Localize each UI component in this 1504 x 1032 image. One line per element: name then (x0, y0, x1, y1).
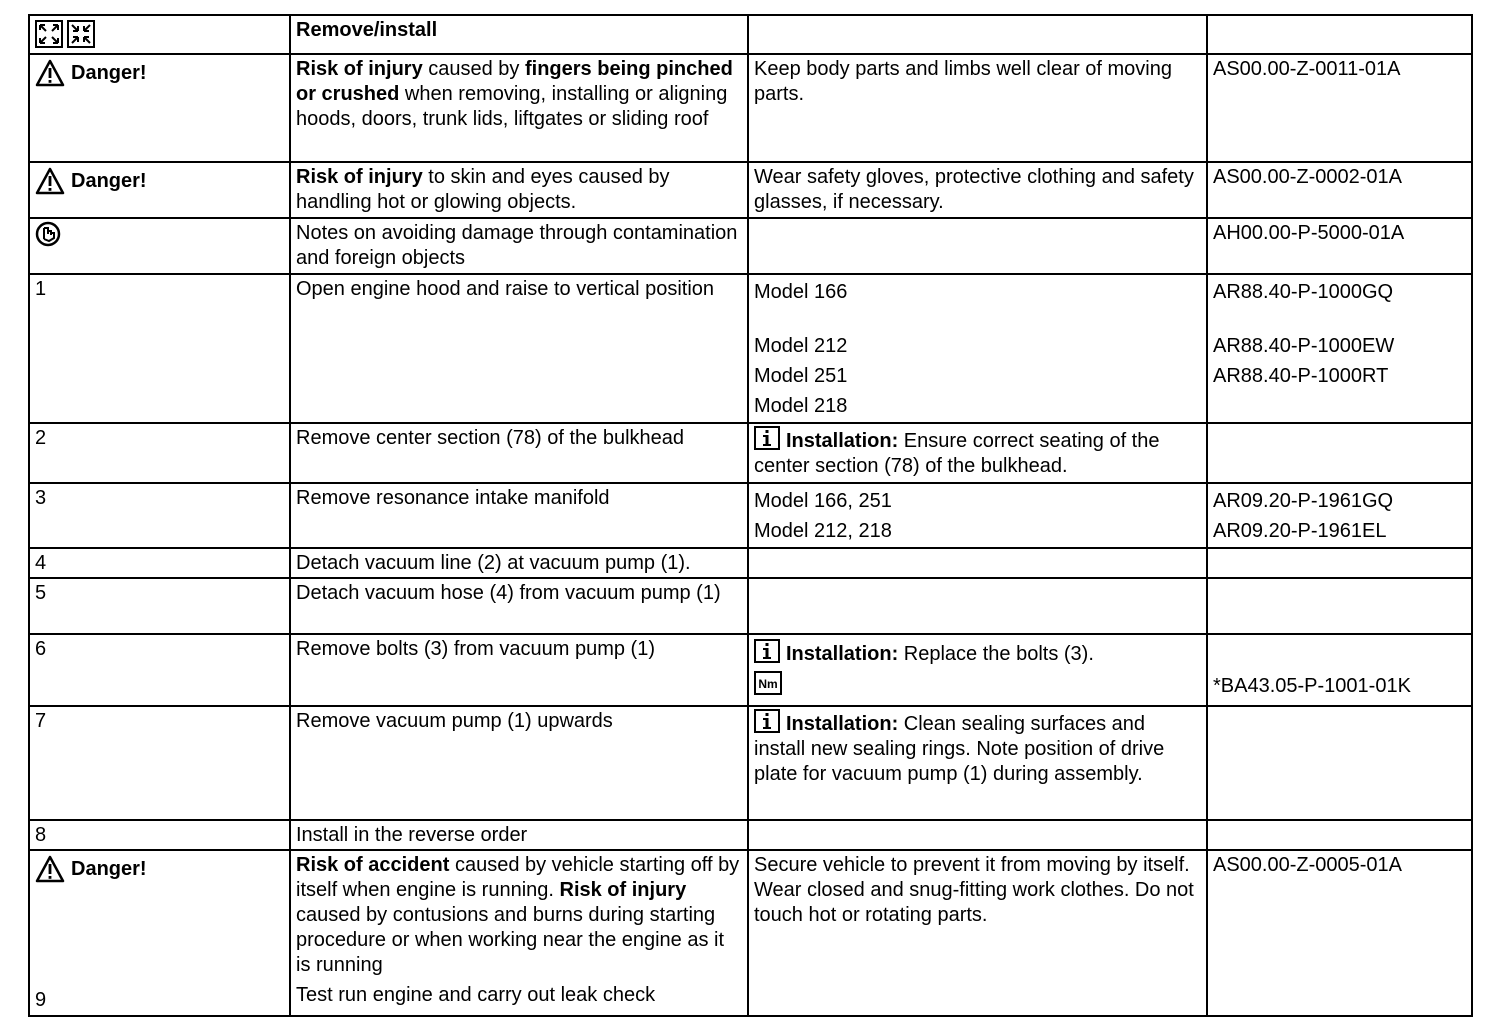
model-list (748, 274, 1207, 423)
step-number: 9 (35, 989, 47, 1011)
model-list (748, 483, 1207, 548)
step-text: Remove vacuum pump (1) upwards (290, 706, 748, 820)
step-number: 4 (29, 548, 290, 578)
empty-cell (1207, 15, 1472, 54)
model-item: Model 166, 251 (754, 490, 892, 512)
table-row (29, 634, 1472, 706)
table-row (29, 15, 1472, 54)
step-text: Remove bolts (3) from vacuum pump (1) (290, 634, 748, 706)
reference-link[interactable]: AR88.40-P-1000RT (1213, 365, 1389, 387)
table-row (29, 218, 1472, 274)
warning-triangle-icon (35, 167, 65, 195)
empty-cell (748, 820, 1207, 850)
step-number: 6 (29, 634, 290, 706)
reference-link[interactable]: AR09.20-P-1961GQ (1213, 490, 1394, 512)
installation-note: Installation: Clean sealing surfaces and install new sealing rings. Note position of drive plate for vacuum pump (1) during assembly. (748, 706, 1207, 820)
table-row (29, 820, 1472, 850)
empty-cell (1207, 706, 1472, 820)
expand-icon[interactable] (35, 20, 63, 48)
reference-list (1207, 483, 1472, 548)
installation-note: Installation: Replace the bolts (3). Nm (748, 634, 1207, 706)
danger-label: Danger! (71, 61, 147, 84)
action-text: Secure vehicle to prevent it from moving by itself. Wear closed and snug-fitting work clothes. Do not touch hot or rotating parts. (748, 850, 1207, 1016)
step-text: Install in the reverse order (290, 820, 748, 850)
reference-cell (1207, 634, 1472, 706)
step-number: 8 (29, 820, 290, 850)
table-row (29, 162, 1472, 218)
table-row (29, 483, 1472, 548)
empty-cell (748, 218, 1207, 274)
reference-link[interactable]: AR09.20-P-1961EL (1213, 520, 1387, 542)
danger-label-cell (29, 850, 290, 1016)
table-row (29, 423, 1472, 483)
step-text: Remove center section (78) of the bulkhead (290, 423, 748, 483)
step-number: 2 (29, 423, 290, 483)
table-row (29, 274, 1472, 423)
step-number: 1 (29, 274, 290, 423)
installation-note: Installation: Ensure correct seating of the center section (78) of the bulkhead. (748, 423, 1207, 483)
table-row (29, 706, 1472, 820)
reference-link[interactable]: *BA43.05-P-1001-01K (1213, 675, 1411, 697)
reference-link[interactable]: AS00.00-Z-0002-01A (1207, 162, 1472, 218)
collapse-icon[interactable] (67, 20, 95, 48)
empty-cell (1207, 820, 1472, 850)
header-icons-cell (29, 15, 290, 54)
reference-link[interactable]: AR88.40-P-1000GQ (1213, 281, 1394, 303)
info-icon (754, 709, 780, 733)
step-number: 7 (29, 706, 290, 820)
step-text: Open engine hood and raise to vertical position (290, 274, 748, 423)
warning-triangle-icon (35, 855, 65, 883)
model-item: Model 218 (754, 395, 848, 417)
empty-cell (1207, 578, 1472, 634)
reference-link[interactable]: AS00.00-Z-0005-01A (1207, 850, 1472, 1016)
reference-list (1207, 274, 1472, 423)
empty-cell (1207, 548, 1472, 578)
reference-link[interactable]: AH00.00-P-5000-01A (1207, 218, 1472, 274)
danger-label-cell (29, 54, 290, 162)
step-text: Detach vacuum line (2) at vacuum pump (1). (290, 548, 748, 578)
table-row (29, 578, 1472, 634)
table-row (29, 548, 1472, 578)
risk-description: Risk of injury caused by fingers being pinched or crushed when removing, installing or aligning hoods, doors, trunk lids, liftgates or sliding roof (290, 54, 748, 162)
reference-link[interactable]: AS00.00-Z-0011-01A (1207, 54, 1472, 162)
action-text: Keep body parts and limbs well clear of moving parts. (748, 54, 1207, 162)
empty-cell (1207, 423, 1472, 483)
step-text: Detach vacuum hose (4) from vacuum pump (1) (290, 578, 748, 634)
table-row (29, 850, 1472, 1016)
reference-link[interactable]: AR88.40-P-1000EW (1213, 335, 1395, 357)
risk-description: Risk of accident caused by vehicle starting off by itself when engine is running. Risk of injury caused by contusions and burns during starting procedure or when working near the engine as it is running Test run engine and carry out leak check (290, 850, 748, 1016)
torque-nm-icon (754, 671, 782, 695)
step-text: Remove resonance intake manifold (290, 483, 748, 548)
warning-triangle-icon (35, 59, 65, 87)
empty-cell (748, 548, 1207, 578)
note-hand-icon (35, 221, 61, 247)
procedure-table (28, 14, 1473, 1017)
table-row (29, 54, 1472, 162)
step-text: Test run engine and carry out leak check (296, 984, 656, 1006)
danger-label: Danger! (71, 169, 147, 192)
danger-label-cell (29, 162, 290, 218)
note-icon-cell (29, 218, 290, 274)
info-icon (754, 639, 780, 663)
step-number: 3 (29, 483, 290, 548)
svg-text:Nm: Nm (758, 677, 778, 691)
step-number: 5 (29, 578, 290, 634)
risk-description: Risk of injury to skin and eyes caused by handling hot or glowing objects. (290, 162, 748, 218)
empty-cell (748, 578, 1207, 634)
danger-label: Danger! (71, 857, 147, 880)
info-icon (754, 426, 780, 450)
model-item: Model 251 (754, 365, 848, 387)
model-item: Model 212 (754, 335, 848, 357)
model-item: Model 212, 218 (754, 520, 892, 542)
model-item: Model 166 (754, 281, 848, 303)
header-title: Remove/install (290, 15, 748, 54)
action-text: Wear safety gloves, protective clothing and safety glasses, if necessary. (748, 162, 1207, 218)
note-text: Notes on avoiding damage through contamination and foreign objects (290, 218, 748, 274)
empty-cell (748, 15, 1207, 54)
